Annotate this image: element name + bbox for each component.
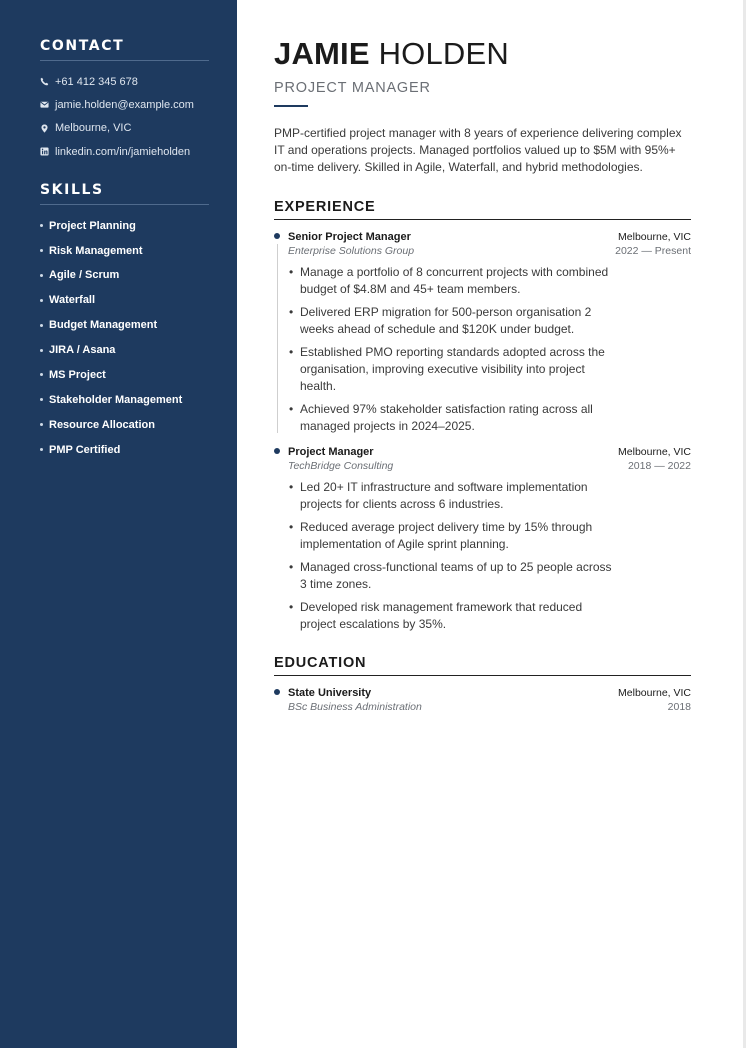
skill-item xyxy=(40,437,209,462)
skill-item xyxy=(40,338,209,363)
role-title: Project Manager xyxy=(288,445,374,458)
achievement-item: • Delivered ERP migration for 500-person organisation 2 weeks ahead of schedule and $120K under budget. xyxy=(288,304,621,338)
title-divider xyxy=(274,105,308,107)
entry-dates: 2022 — Present xyxy=(615,244,691,257)
skill-label: Waterfall xyxy=(49,294,96,307)
entry-year: 2018 xyxy=(667,700,691,713)
bullet-dot-icon xyxy=(40,324,43,327)
skill-label: Resource Allocation xyxy=(49,418,155,431)
contact-heading: CONTACT xyxy=(40,38,209,61)
skill-item xyxy=(40,313,209,338)
main-content xyxy=(274,36,691,715)
skill-label: MS Project xyxy=(49,368,106,381)
contact-linkedin-text: linkedin.com/in/jamieholden xyxy=(55,145,191,158)
entry-location: Melbourne, VIC xyxy=(618,230,691,243)
contact-location-text: Melbourne, VIC xyxy=(55,122,132,135)
skills-heading: SKILLS xyxy=(40,182,209,205)
job-title: PROJECT MANAGER xyxy=(274,80,431,96)
entry-dates: 2018 — 2022 xyxy=(627,459,691,472)
contact-list xyxy=(40,70,209,163)
education-entry xyxy=(274,686,691,715)
skill-label: PMP Certified xyxy=(49,443,121,456)
achievement-item: • Led 20+ IT infrastructure and software implementation projects for clients across 6 industries. xyxy=(288,479,621,513)
degree-name: BSc Business Administration xyxy=(288,700,422,713)
achievement-list xyxy=(274,264,621,435)
school-name: State University xyxy=(288,686,372,699)
bullet-dot-icon xyxy=(40,299,43,302)
bullet-dot-icon xyxy=(40,349,43,352)
contact-item-linkedin[interactable] xyxy=(40,140,209,163)
experience-entry xyxy=(274,230,691,435)
achievement-item: • Managed cross-functional teams of up to 25 people across 3 time zones. xyxy=(288,559,621,593)
candidate-name xyxy=(274,36,691,72)
skill-label: Project Planning xyxy=(49,219,136,232)
contact-item-phone[interactable] xyxy=(40,70,209,93)
achievement-item: • Manage a portfolio of 8 concurrent projects with combined budget of $4.8M and 45+ team members. xyxy=(288,264,621,298)
skill-item xyxy=(40,213,209,238)
education-heading: EDUCATION xyxy=(274,655,691,676)
skill-item xyxy=(40,363,209,388)
skill-item xyxy=(40,288,209,313)
entry-location: Melbourne, VIC xyxy=(618,445,691,458)
entry-location: Melbourne, VIC xyxy=(618,686,691,699)
achievement-item: • Reduced average project delivery time by 15% through implementation of Agile sprint planning. xyxy=(288,519,621,553)
first-name: JAMIE xyxy=(274,36,370,71)
contact-email-text: jamie.holden@example.com xyxy=(55,98,194,111)
phone-icon xyxy=(40,77,49,86)
company-name: TechBridge Consulting xyxy=(288,459,394,472)
linkedin-icon xyxy=(40,147,49,156)
skill-label: JIRA / Asana xyxy=(49,344,116,357)
skill-label: Risk Management xyxy=(49,244,143,257)
company-name: Enterprise Solutions Group xyxy=(288,244,415,257)
skill-item xyxy=(40,412,209,437)
skill-item xyxy=(40,263,209,288)
contact-item-email[interactable] xyxy=(40,93,209,116)
achievement-item: • Developed risk management framework that reduced project escalations by 35%. xyxy=(288,599,621,633)
skill-item xyxy=(40,238,209,263)
skill-label: Agile / Scrum xyxy=(49,269,120,282)
skill-label: Budget Management xyxy=(49,319,158,332)
last-name: HOLDEN xyxy=(378,36,509,71)
experience-heading: EXPERIENCE xyxy=(274,199,691,220)
sidebar xyxy=(0,0,237,1048)
bullet-dot-icon xyxy=(40,398,43,401)
contact-item-location xyxy=(40,117,209,140)
bullet-dot-icon xyxy=(40,423,43,426)
achievement-item: • Achieved 97% stakeholder satisfaction rating across all managed projects in 2024–2025. xyxy=(288,401,621,435)
skill-item xyxy=(40,387,209,412)
summary-paragraph: PMP-certified project manager with 8 years of experience delivering complex IT and operations projects. Managed portfolios valued up to $5M with 95%+ on-time delivery. Skilled in Agile, Waterfall, and hybrid methodologies. xyxy=(274,126,682,175)
bullet-dot-icon xyxy=(40,224,43,227)
mail-icon xyxy=(40,100,49,109)
location-pin-icon xyxy=(40,124,49,133)
achievement-item: • Established PMO reporting standards adopted across the organisation, improving executive visibility into project health. xyxy=(288,344,621,395)
timeline-line xyxy=(277,244,278,433)
skills-list xyxy=(40,213,209,462)
experience-entry xyxy=(274,445,691,633)
bullet-dot-icon xyxy=(40,274,43,277)
contact-phone-text: +61 412 345 678 xyxy=(55,75,138,88)
bullet-dot-icon xyxy=(40,448,43,451)
achievement-list xyxy=(274,479,621,633)
skill-label: Stakeholder Management xyxy=(49,393,183,406)
role-title: Senior Project Manager xyxy=(288,230,411,243)
bullet-dot-icon xyxy=(40,373,43,376)
bullet-dot-icon xyxy=(40,249,43,252)
